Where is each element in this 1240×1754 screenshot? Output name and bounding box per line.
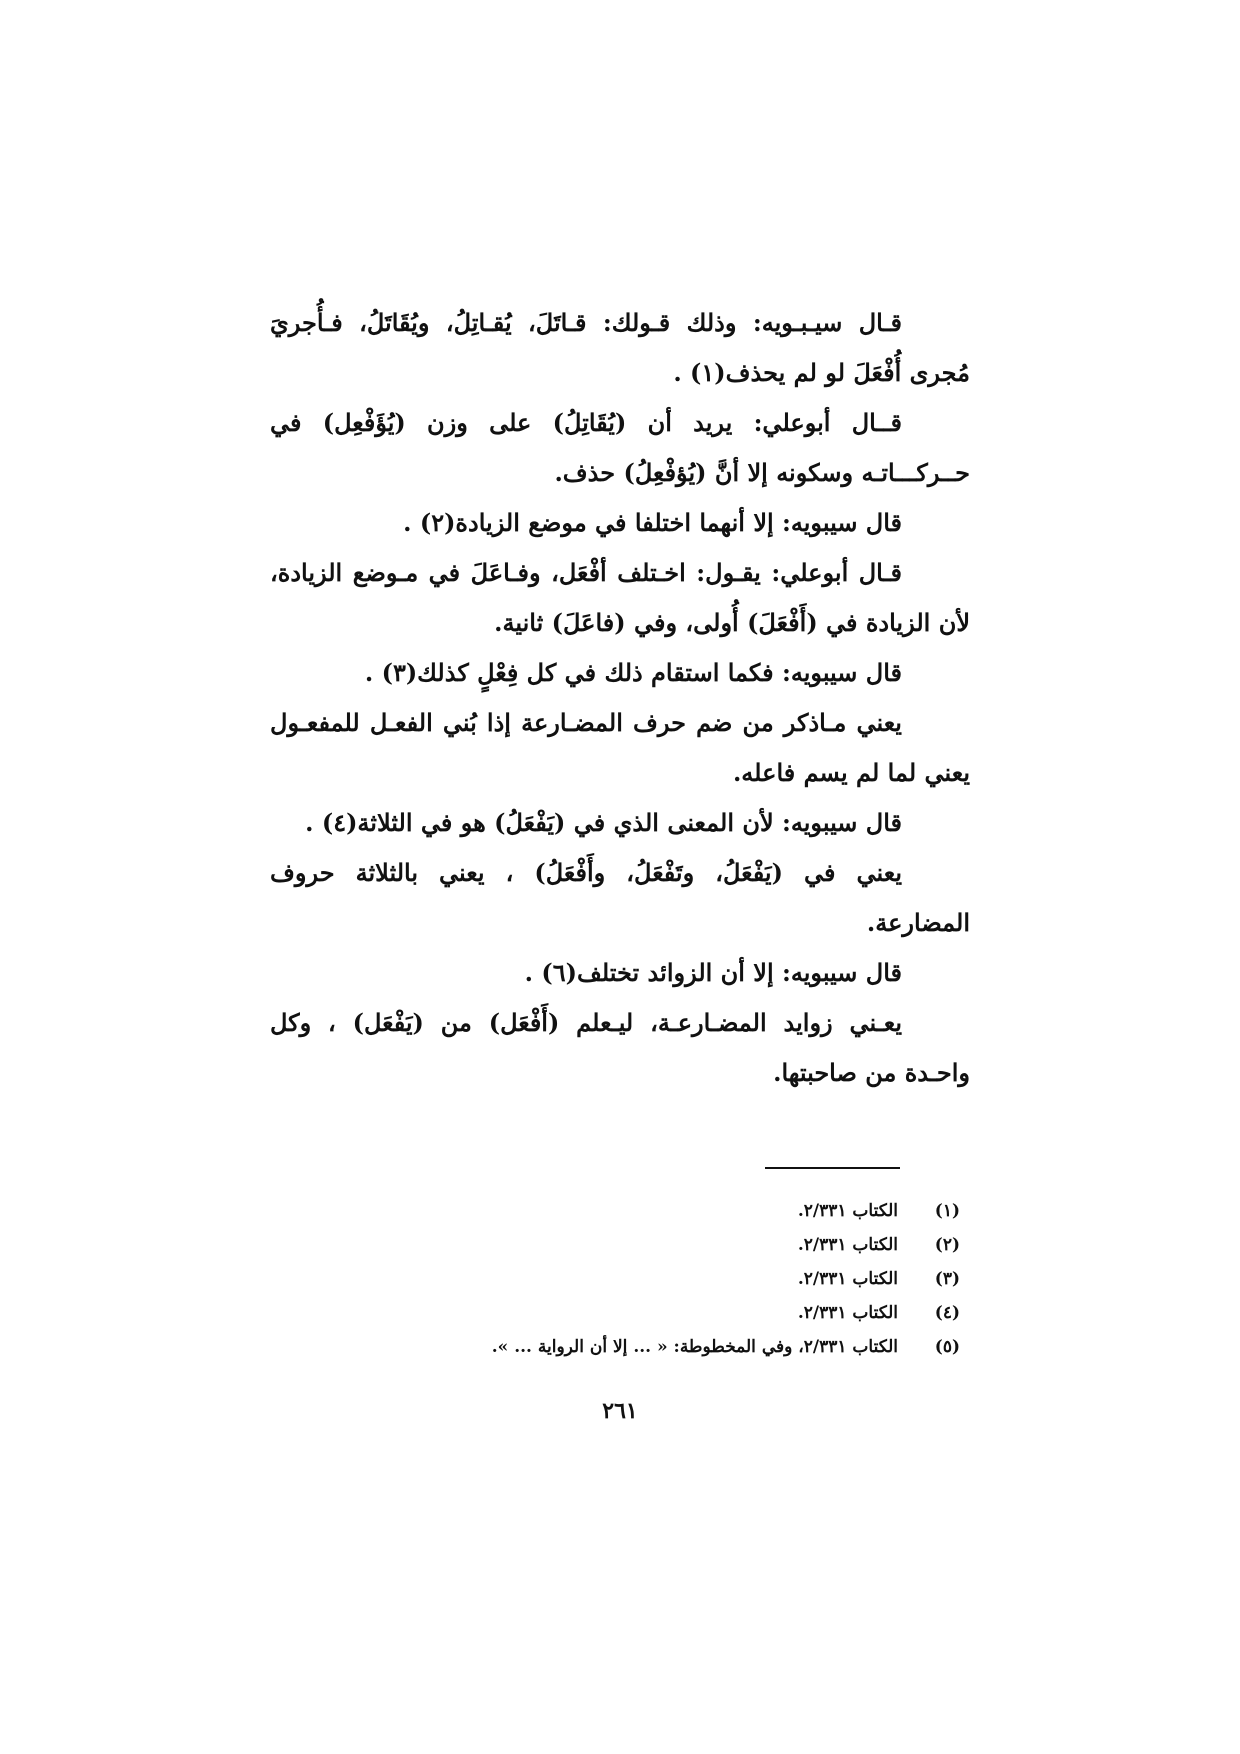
paragraph-3: قال سيبويه: إلا أنهما اختلفا في موضع الزيادة(٢) . xyxy=(403,508,902,537)
paragraph-1: قـال سيـبـويه: وذلك قـولك: قـاتَلَ، يُقـاتِلُ، ويُقَاتَلُ، فـأُجريَ مُجرى أُفْعَلَ لو لم يحذف(١) . xyxy=(270,308,970,387)
footnote-1 xyxy=(260,1194,960,1228)
main-text xyxy=(270,298,970,1098)
footnote-text: الكتاب ٢/٣٣١. xyxy=(797,1303,898,1323)
footnote-number: (٥) xyxy=(934,1337,960,1357)
paragraph-7: قال سيبويه: لأن المعنى الذي في (يَفْعَلُ) هو في الثلاثة(٤) . xyxy=(305,808,902,837)
paragraph-10: يعـني زوايد المضـارعـة، ليـعلم (أَفْعَل) من (يَفْعَل) ، وكل واحـدة من صاحبتها. xyxy=(270,1008,970,1087)
paragraph-9: قال سيبويه: إلا أن الزوائد تختلف(٦) . xyxy=(524,958,902,987)
footnote-2 xyxy=(260,1228,960,1262)
footnote-text: الكتاب ٢/٣٣١. xyxy=(797,1269,898,1289)
footnote-text: الكتاب ٢/٣٣١. xyxy=(797,1201,898,1221)
footnote-5 xyxy=(260,1330,960,1364)
footnote-3 xyxy=(260,1262,960,1296)
footnote-number: (٤) xyxy=(934,1303,960,1323)
footnote-text: الكتاب ٢/٣٣١، وفي المخطوطة: « ... إلا أن الرواية ... ». xyxy=(491,1337,898,1357)
page-number: ٢٦١ xyxy=(602,1398,638,1424)
paragraph-2: قــال أبوعلي: يريد أن (يُقَاتِلُ) على وزن (يُؤَفْعِل) في حــركـــاتـه وسكونه إلا أنَّ (يُؤفْعِلُ) حذف. xyxy=(270,408,970,487)
paragraph-6: يعني مـاذكر من ضم حرف المضـارعة إذا بُني الفعـل للمفعـول يعني لما لم يسم فاعله. xyxy=(270,708,970,787)
footnote-divider xyxy=(765,1167,900,1169)
footnote-number: (٢) xyxy=(934,1235,960,1255)
paragraph-8: يعني في (يَفْعَلُ، وتَفْعَلُ، وأَفْعَلُ) ، يعني بالثلاثة حروف المضارعة. xyxy=(270,858,970,937)
footnote-number: (٣) xyxy=(934,1269,960,1289)
footnote-text: الكتاب ٢/٣٣١. xyxy=(797,1235,898,1255)
footnote-4 xyxy=(260,1296,960,1330)
footnote-number: (١) xyxy=(934,1201,960,1221)
footnotes xyxy=(260,1194,960,1364)
paragraph-5: قال سيبويه: فكما استقام ذلك في كل فِعْلٍ كذلك(٣) . xyxy=(364,658,902,687)
paragraph-4: قـال أبوعلي: يقـول: اخـتلف أفْعَل، وفـاعَلَ في مـوضع الزيادة، لأن الزيادة في (أَفْعَلَ) أُولى، وفي (فاعَلَ) ثانية. xyxy=(270,558,970,637)
